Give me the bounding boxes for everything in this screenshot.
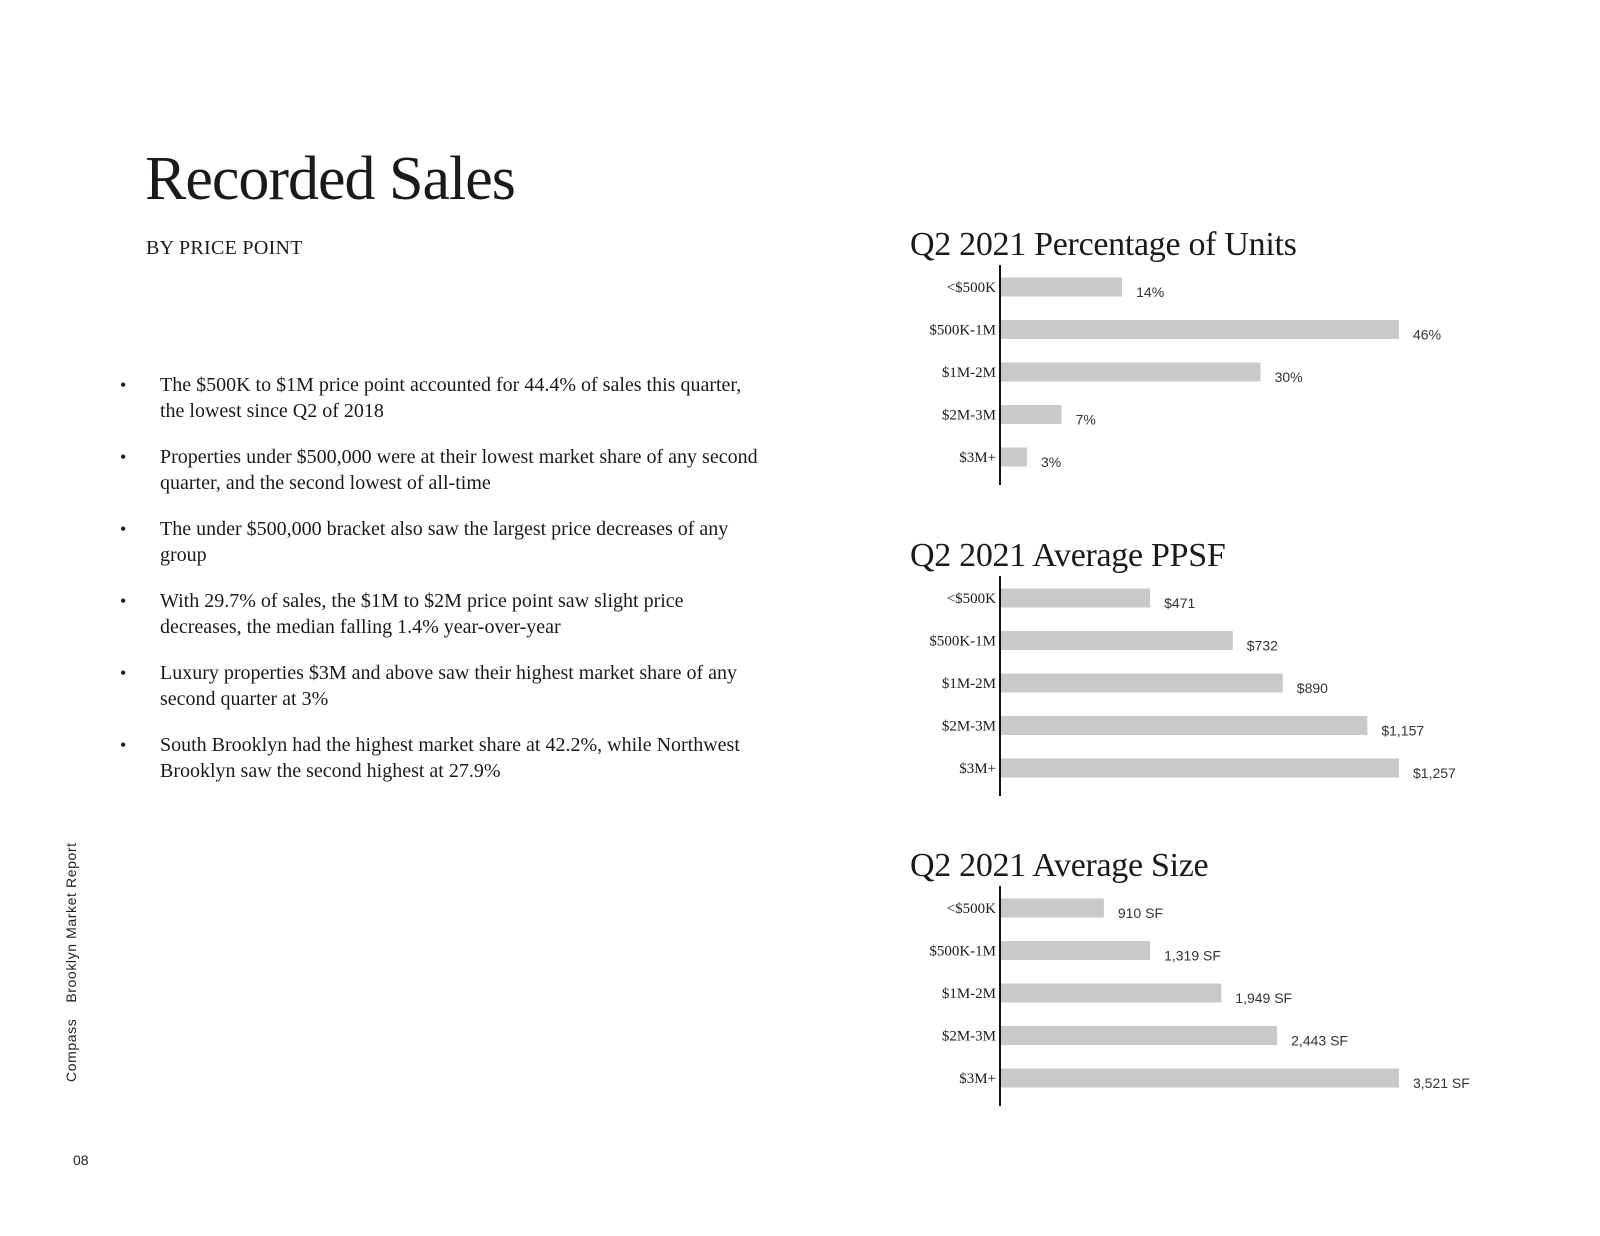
data-label: 1,949 SF <box>1235 990 1293 1007</box>
units-bar-chart <box>910 263 1470 493</box>
category-label: <$500K <box>946 901 996 918</box>
category-label: $3M+ <box>959 1071 996 1088</box>
category-label: $500K-1M <box>929 633 996 650</box>
bar <box>1001 448 1027 467</box>
units-chart <box>910 226 1470 493</box>
bullet-item: • With 29.7% of sales, the $1M to $2M price point saw slight price decreases, the median falling 1.4% year-over-year <box>118 588 768 640</box>
data-label: $1,157 <box>1381 722 1425 739</box>
bar <box>1001 278 1122 297</box>
data-label: $471 <box>1164 595 1196 612</box>
ppsf-chart <box>910 537 1470 804</box>
data-label: $890 <box>1296 680 1328 697</box>
category-label: $2M-3M <box>941 718 996 735</box>
bullet-item: • Luxury properties $3M and above saw their highest market share of any second quarter at 3% <box>118 660 768 712</box>
page-subtitle: BY PRICE POINT <box>146 237 303 259</box>
ppsf-bar-chart <box>910 574 1470 804</box>
data-label: 3,521 SF <box>1413 1075 1470 1092</box>
data-label: 910 SF <box>1117 905 1164 922</box>
bar <box>1001 363 1261 382</box>
bar <box>1001 984 1221 1003</box>
bar <box>1001 1069 1399 1088</box>
bar <box>1001 405 1062 424</box>
bar <box>1001 1026 1277 1045</box>
category-label: <$500K <box>946 280 996 297</box>
category-label: <$500K <box>946 591 996 608</box>
bar <box>1001 899 1104 918</box>
data-label: 3% <box>1040 454 1062 471</box>
bullet-list <box>118 372 768 804</box>
category-label: $1M-2M <box>941 365 996 382</box>
chart-title: Q2 2021 Percentage of Units <box>910 226 1297 263</box>
data-label: 2,443 SF <box>1291 1032 1348 1049</box>
bullet-item: • The $500K to $1M price point accounted for 44.4% of sales this quarter, the lowest since Q2 of 2018 <box>118 372 768 424</box>
page-title: Recorded Sales <box>145 145 515 213</box>
category-label: $500K-1M <box>929 943 996 960</box>
bar <box>1001 320 1399 339</box>
bar <box>1001 589 1150 608</box>
category-label: $1M-2M <box>941 986 996 1003</box>
data-label: 46% <box>1413 326 1442 343</box>
report-name: Brooklyn Market Report <box>63 842 79 1003</box>
size-bar-chart <box>910 884 1470 1114</box>
bar <box>1001 674 1283 693</box>
brand-name: Compass <box>63 1018 79 1082</box>
category-label: $2M-3M <box>941 407 996 424</box>
bar <box>1001 631 1233 650</box>
data-label: 14% <box>1136 284 1165 301</box>
report-side-label <box>63 842 79 1082</box>
category-label: $3M+ <box>959 450 996 467</box>
chart-title: Q2 2021 Average PPSF <box>910 537 1226 574</box>
category-label: $2M-3M <box>941 1028 996 1045</box>
bar <box>1001 941 1150 960</box>
bar <box>1001 716 1367 735</box>
bar <box>1001 759 1399 778</box>
data-label: 1,319 SF <box>1164 947 1221 964</box>
bullet-item: • The under $500,000 bracket also saw the largest price decreases of any group <box>118 516 768 568</box>
category-label: $3M+ <box>959 761 996 778</box>
data-label: $1,257 <box>1413 765 1456 782</box>
data-label: 30% <box>1274 369 1303 386</box>
category-label: $1M-2M <box>941 676 996 693</box>
category-label: $500K-1M <box>929 322 996 339</box>
page-number: 08 <box>73 1152 89 1168</box>
data-label: $732 <box>1246 637 1278 654</box>
chart-title: Q2 2021 Average Size <box>910 847 1209 884</box>
size-chart <box>910 847 1470 1114</box>
bullet-item: • South Brooklyn had the highest market share at 42.2%, while Northwest Brooklyn saw the second highest at 27.9% <box>118 732 768 784</box>
data-label: 7% <box>1075 411 1096 428</box>
bullet-item: • Properties under $500,000 were at their lowest market share of any second quarter, and the second lowest of all-time <box>118 444 768 496</box>
